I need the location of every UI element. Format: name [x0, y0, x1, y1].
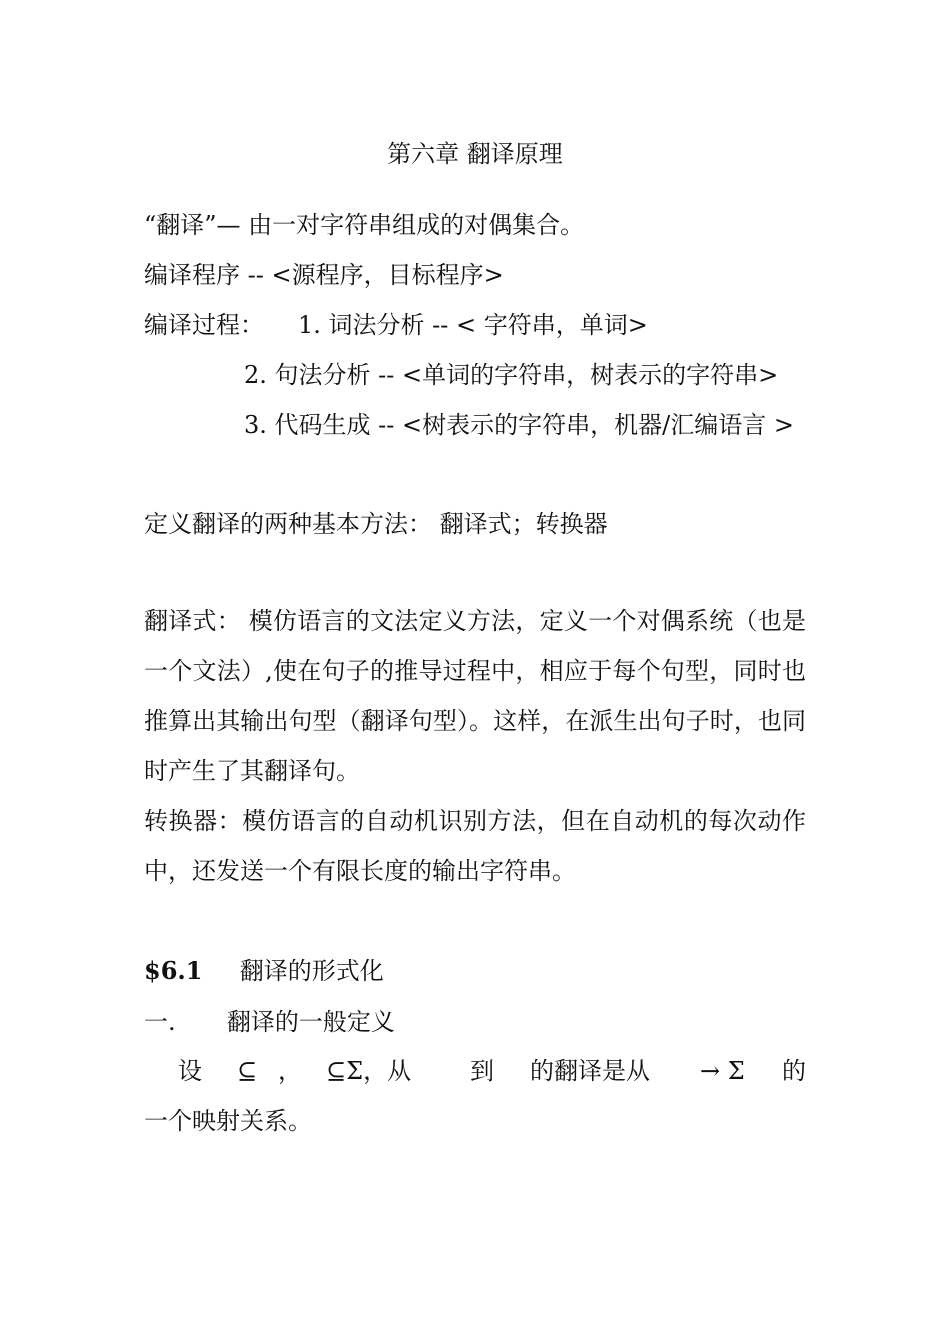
definition-word-8: 的	[782, 1057, 806, 1085]
section-number: $6.1	[144, 956, 203, 985]
section-title: 翻译的形式化	[239, 957, 384, 985]
definition-line-2: 一个映射关系。	[144, 1107, 312, 1135]
section-heading	[144, 954, 384, 988]
definition-word-3: ，	[278, 1057, 302, 1085]
definition-word-6: 的翻译是从	[530, 1057, 650, 1085]
subsection-heading	[144, 1005, 395, 1039]
process-step-1: 1. 词法分析 -- < 字符串，单词>	[298, 311, 648, 339]
translation-form-paragraph: 翻译式： 模仿语言的文法定义方法，定义一个对偶系统（也是一个文法）,使在句子的推导过程中，相应于每个句型，同时也推算出其输出句型（翻译句型）。这样，在派生出句子时，也同时产生了其翻译句。	[144, 607, 806, 785]
definition-word-1: 设	[178, 1057, 202, 1085]
compiler-definition: 编译程序 -- <源程序，目标程序>	[144, 261, 504, 289]
process-label: 编译过程：	[144, 311, 264, 339]
chapter-title: 第六章 翻译原理	[387, 140, 563, 168]
process-step-2: 2. 句法分析 -- <单词的字符串，树表示的字符串>	[244, 361, 779, 389]
process-step-3: 3. 代码生成 -- <树表示的字符串，机器/汇编语言 >	[244, 411, 794, 439]
subsection-number: 一.	[144, 1008, 176, 1036]
definition-word-4: ⊆Σ，从	[326, 1057, 412, 1085]
translation-definition: “翻译”— 由一对字符串组成的对偶集合。	[144, 211, 585, 239]
transducer-paragraph: 转换器：模仿语言的自动机识别方法，但在自动机的每次动作中，还发送一个有限长度的输出字符串。	[144, 807, 806, 885]
subsection-title: 翻译的一般定义	[226, 1008, 395, 1036]
methods-line: 定义翻译的两种基本方法： 翻译式；转换器	[144, 510, 608, 538]
definition-word-2: ⊆	[237, 1057, 258, 1085]
definition-word-5: 到	[470, 1057, 494, 1085]
definition-word-7: → Σ	[700, 1057, 745, 1085]
